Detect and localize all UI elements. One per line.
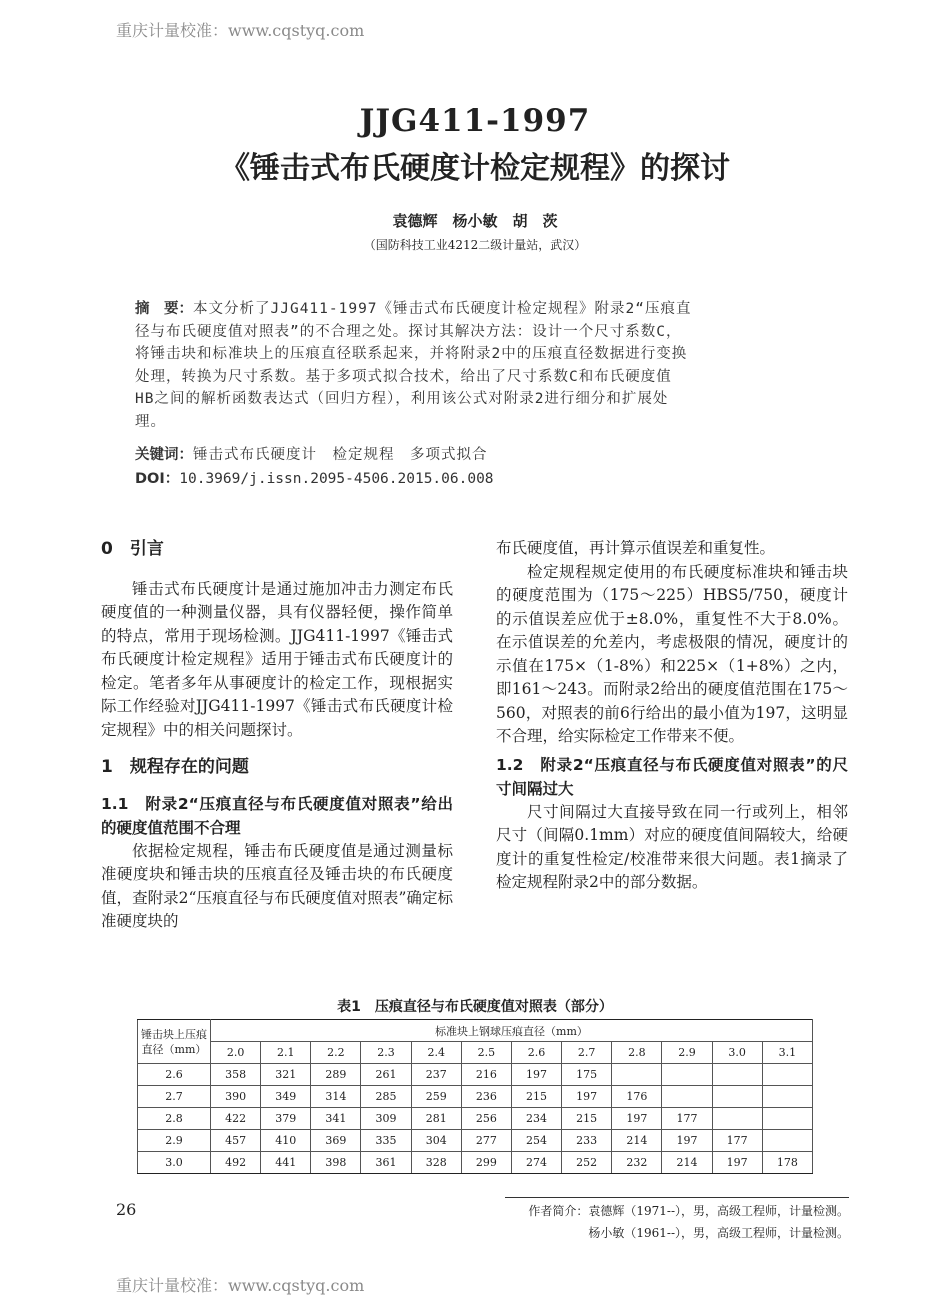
table-cell: 175	[562, 1064, 612, 1086]
abstract-line: 径与布氏硬度值对照表”的不合理之处。探讨其解决方法：设计一个尺寸系数C，	[135, 323, 682, 340]
table-cell: 441	[261, 1152, 311, 1174]
subsection-heading-1-2: 1.2 附录2“压痕直径与布氏硬度值对照表”的尺寸间隔过大	[496, 755, 848, 798]
subsection-heading-1-1: 1.1 附录2“压痕直径与布氏硬度值对照表”给出的硬度值范围不合理	[101, 794, 453, 837]
table-cell: 216	[461, 1064, 511, 1086]
author-note: 杨小敏（1961--），男，高级工程师，计量检测。	[588, 1226, 849, 1240]
table-cell: 299	[461, 1152, 511, 1174]
hardness-table	[137, 1019, 813, 1174]
row-diameter: 2.6	[138, 1064, 211, 1086]
table-cell: 215	[562, 1108, 612, 1130]
doi	[135, 467, 494, 488]
table-cell: 492	[211, 1152, 261, 1174]
column-header: 2.4	[411, 1042, 461, 1064]
keywords-label: 关键词：	[135, 447, 193, 463]
table-cell	[762, 1108, 812, 1130]
table-cell	[762, 1130, 812, 1152]
table-cell: 285	[361, 1086, 411, 1108]
row-diameter: 2.7	[138, 1086, 211, 1108]
author-note: 作者简介：袁德辉（1971--），男，高级工程师，计量检测。	[528, 1204, 849, 1218]
table-cell: 289	[311, 1064, 361, 1086]
abstract-label: 摘 要：	[135, 301, 193, 317]
table-cell: 274	[511, 1152, 561, 1174]
abstract-line: 处理，转换为尺寸系数。基于多项式拟合技术，给出了尺寸系数C和布氏硬度值	[135, 368, 672, 385]
table-cell: 314	[311, 1086, 361, 1108]
table-cell: 256	[461, 1108, 511, 1130]
table-cell: 369	[311, 1130, 361, 1152]
table-cell: 379	[261, 1108, 311, 1130]
paper-title-code: JJG411-1997	[359, 103, 591, 139]
column-header: 2.7	[562, 1042, 612, 1064]
table-cell: 328	[411, 1152, 461, 1174]
column-header: 3.0	[712, 1042, 762, 1064]
table-cell: 197	[562, 1086, 612, 1108]
table-row	[138, 1064, 813, 1086]
table-cell: 358	[211, 1064, 261, 1086]
table-cell: 335	[361, 1130, 411, 1152]
table-cell	[762, 1064, 812, 1086]
table-cell: 349	[261, 1086, 311, 1108]
table-cell: 197	[712, 1152, 762, 1174]
column-header: 2.0	[211, 1042, 261, 1064]
watermark-bottom: 重庆计量校准：www.cqstyq.com	[116, 1276, 365, 1295]
doi-label: DOI：	[135, 471, 180, 487]
table-cell: 390	[211, 1086, 261, 1108]
keywords-text: 锤击式布氏硬度计 检定规程 多项式拟合	[193, 447, 488, 463]
table-cell: 281	[411, 1108, 461, 1130]
footnote-rule	[505, 1197, 849, 1198]
table-cell: 176	[612, 1086, 662, 1108]
paragraph-continued: 布氏硬度值，再计算示值误差和重复性。	[496, 539, 776, 557]
table-cell: 410	[261, 1130, 311, 1152]
table-cell: 197	[511, 1064, 561, 1086]
abstract	[135, 298, 820, 433]
table-cell	[712, 1086, 762, 1108]
page-number: 26	[116, 1200, 137, 1219]
table-header-row	[138, 1020, 813, 1042]
table-cell: 309	[361, 1108, 411, 1130]
table-cell: 259	[411, 1086, 461, 1108]
table-cell: 341	[311, 1108, 361, 1130]
column-header: 2.5	[461, 1042, 511, 1064]
column-header-row	[138, 1042, 813, 1064]
column-header: 2.6	[511, 1042, 561, 1064]
table-cell: 177	[712, 1130, 762, 1152]
table-cell: 177	[662, 1108, 712, 1130]
table-cell: 254	[511, 1130, 561, 1152]
table-cell	[762, 1086, 812, 1108]
row-diameter: 2.9	[138, 1130, 211, 1152]
table-cell: 197	[612, 1108, 662, 1130]
table-cell	[712, 1064, 762, 1086]
table-cell	[712, 1108, 762, 1130]
table-cell: 237	[411, 1064, 461, 1086]
section-heading-intro: 0 引言	[101, 539, 164, 559]
table-cell: 261	[361, 1064, 411, 1086]
table-row	[138, 1130, 813, 1152]
column-group-header: 标准块上钢球压痕直径（mm）	[211, 1020, 813, 1042]
table-caption: 表1 压痕直径与布氏硬度值对照表（部分）	[337, 999, 613, 1015]
table-cell: 277	[461, 1130, 511, 1152]
subsection-1-1-paragraph: 依据检定规程，锤击布氏硬度值是通过测量标准硬度块和锤击块的压痕直径及锤击块的布氏硬度值，查附录2“压痕直径与布氏硬度值对照表”确定标准硬度块的	[101, 841, 453, 930]
table-cell	[662, 1064, 712, 1086]
column-header: 2.9	[662, 1042, 712, 1064]
row-diameter: 2.8	[138, 1108, 211, 1130]
right-column	[496, 537, 848, 895]
column-header: 2.8	[612, 1042, 662, 1064]
table-cell: 422	[211, 1108, 261, 1130]
watermark-top: 重庆计量校准：www.cqstyq.com	[116, 21, 365, 40]
table-cell: 304	[411, 1130, 461, 1152]
row-header-cell: 锤击块上压痕直径（mm）	[138, 1020, 211, 1064]
doi-text: 10.3969/j.issn.2095-4506.2015.06.008	[179, 471, 494, 487]
table-cell: 178	[762, 1152, 812, 1174]
table-cell: 457	[211, 1130, 261, 1152]
subsection-1-2-paragraph: 尺寸间隔过大直接导致在同一行或列上，相邻尺寸（间隔0.1mm）对应的硬度值间隔较大，给硬度计的重复性检定/校准带来很大问题。表1摘录了检定规程附录2中的部分数据。	[496, 802, 848, 891]
abstract-line: 将锤击块和标准块上的压痕直径联系起来，并将附录2中的压痕直径数据进行变换	[135, 346, 688, 362]
paper-title: 《锤击式布氏硬度计检定规程》的探讨	[220, 151, 730, 186]
table-cell: 233	[562, 1130, 612, 1152]
table-cell: 197	[662, 1130, 712, 1152]
table-row	[138, 1108, 813, 1130]
column-header: 2.2	[311, 1042, 361, 1064]
intro-paragraph: 锤击式布氏硬度计是通过施加冲击力测定布氏硬度值的一种测量仪器，具有仪器轻便，操作简单的特点，常用于现场检测。JJG411-1997《锤击式布氏硬度计检定规程》适用于锤击式布氏硬度计的检定。笔者多年从事硬度计的检定工作，现根据实际工作经验对JJG411-1997《锤击式布氏硬度计检定规程》中的相关问题探讨。	[101, 579, 453, 739]
affiliation: （国防科技工业4212二级计量站，武汉）	[363, 238, 587, 252]
abstract-line: 理。	[135, 413, 166, 430]
table-cell: 234	[511, 1108, 561, 1130]
table-cell: 215	[511, 1086, 561, 1108]
table-cell: 398	[311, 1152, 361, 1174]
table-cell: 361	[361, 1152, 411, 1174]
table-cell: 214	[662, 1152, 712, 1174]
column-header: 3.1	[762, 1042, 812, 1064]
row-diameter: 3.0	[138, 1152, 211, 1174]
column-header: 2.3	[361, 1042, 411, 1064]
table-cell	[612, 1064, 662, 1086]
authors: 袁德辉 杨小敏 胡 茨	[392, 212, 558, 230]
abstract-line: 摘 要：本文分析了JJG411-1997《锤击式布氏硬度计检定规程》附录2“压痕直	[135, 301, 692, 317]
keywords	[135, 443, 488, 464]
table-cell: 214	[612, 1130, 662, 1152]
table-body	[138, 1064, 813, 1174]
table-cell: 321	[261, 1064, 311, 1086]
table-cell: 232	[612, 1152, 662, 1174]
left-column	[101, 538, 453, 934]
table-cell: 236	[461, 1086, 511, 1108]
table-cell: 252	[562, 1152, 612, 1174]
section-heading-problems: 1 规程存在的问题	[101, 757, 249, 777]
column-header: 2.1	[261, 1042, 311, 1064]
table-cell	[662, 1086, 712, 1108]
table-row	[138, 1152, 813, 1174]
abstract-line: HB之间的解析函数表达式（回归方程），利用该公式对附录2进行细分和扩展处	[135, 391, 669, 407]
table-row	[138, 1086, 813, 1108]
range-paragraph: 检定规程规定使用的布氏硬度标准块和锤击块的硬度范围为（175～225）HBS5/750，硬度计的示值误差应优于±8.0%，重复性不大于8.0%。在示值误差的允差内，考虑极限的情况，硬度计的示值在175×（1-8%）和225×（1+8%）之内，即161～243。而附录2给出的硬度值范围在175～560，对照表的前6行给出的最小值为197，这明显不合理，给实际检定工作带来不便。	[496, 562, 848, 745]
